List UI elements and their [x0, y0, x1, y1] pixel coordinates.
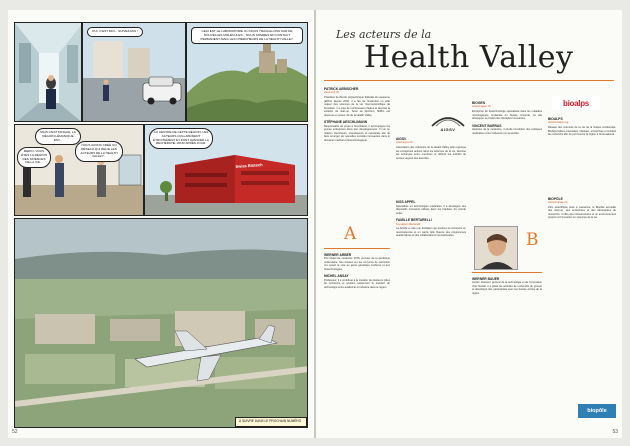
speech-bubble: MERCI. VOUS ÊTES LA RÉGION DES SCIENCES DE LA VIE... [17, 147, 51, 168]
aerial-drawing [15, 219, 308, 428]
entry-link: Fondation Bertarelli [396, 221, 421, 226]
portrait-person-icon [475, 227, 518, 270]
car-drawing [83, 23, 186, 122]
speech-bubble: MAIS C'EST DINGUE, LA RÉGION LÉMANIQUE EST... [35, 128, 81, 145]
aigsv-logo-text: AIGSV [440, 127, 456, 132]
bioalps-logo [552, 96, 600, 110]
entry [472, 277, 542, 295]
speech-bubble: AU CENTRE DE CETTE RÉGION, LES ACTEURS COLLABORENT ÉTROITEMENT ET FONT AVANCER LA RECHERCHE JOUR APRÈS JOUR. [149, 128, 213, 149]
entry [472, 124, 542, 135]
left-page-comic [8, 10, 314, 438]
title-rule [324, 80, 614, 81]
entry [324, 274, 390, 289]
column-2 [396, 134, 466, 238]
speech-bubble: OUI, C'EST MOI... SUIVEZ-MOI ! [87, 27, 143, 37]
column-4 [548, 114, 616, 220]
entry-body: Historien de la médecine, il étudie l'évolution des pratiques médicales et leur influence sur la société. [472, 128, 542, 135]
section-letter-a: A [344, 224, 357, 244]
entry-heading: AIGSV [396, 137, 407, 141]
entry [472, 101, 542, 121]
article-title: Health Valley [364, 40, 574, 75]
speech-bubble: NOUS AVONS CRÉÉ UN RÉSEAU QUI RELIE LES ACTEURS DE LA HEALTH VALLEY... [75, 141, 123, 162]
entry [548, 117, 616, 137]
entry-body: Parc scientifique situé à Lausanne, le Biopôle accueille des start-up, des entreprises et des laboratoires de recherche. Il offre des infrastructures et un environnement propice à l'innovation en sciences de la vie. [548, 205, 616, 220]
section-letter-b: B [526, 230, 539, 250]
entry-body: Réseau des sciences de la vie de la Suisse occidentale, BioAlps fédère universités, hôpitaux, entreprises et instituts de recherche afin de promouvoir la région à l'international. [548, 126, 616, 137]
panel-aerial [14, 218, 308, 428]
entry-heading: VINCENT BARRAS [472, 123, 502, 128]
entry [548, 197, 616, 220]
entry [396, 200, 466, 215]
entry-heading: STÉPHANE AESCHLIMANN [324, 120, 368, 125]
entry [324, 253, 390, 271]
entry-link[interactable]: www.epfl.ch [324, 90, 339, 95]
entry [396, 137, 466, 160]
page-number-left: 52 [12, 429, 18, 435]
entry-heading: WERNER ARBER [324, 253, 352, 257]
column-1 [324, 84, 390, 142]
entry-body: Ancien directeur général de la technologie et de l'innovation chez Nestlé, il a piloté les activités de recherche du groupe et développé des partenariats avec les hautes écoles de la région. [472, 281, 542, 295]
panel-building [144, 124, 308, 216]
entry-body: Responsable de projet à l'incubateur, il accompagne les jeunes entreprises dans leur développement. Il met en relation chercheurs, investisseurs et industriels afin de faire émerger de nouvelles sociétés innovantes dans le domaine médical et biotechnologique. [324, 124, 390, 142]
entry-link[interactable]: www.aigsv.ch [396, 140, 413, 145]
section-rule [472, 272, 542, 273]
speech-bubble: CECI EST LE LABORATOIRE OÙ NOUS TRAVAILLONS SUR DE NOUVELLES MOLÉCULES... NOUS SOMMES EN CONTACT PERMANENT AVEC LES CHERCHEURS DE LA HEALTH VALLEY. [191, 27, 303, 44]
entry [324, 120, 390, 142]
entry-heading: BIOPÔLE [548, 196, 563, 201]
bioalps-logo-text: bioalps [563, 98, 589, 108]
entry [324, 87, 390, 117]
entry-body: Prix Nobel de médecine 1978, pionnier de la génétique moléculaire. Ses travaux sur les enzymes de restriction ont ouvert la voie au génie génétique moderne et aux biotechnologies. [324, 257, 390, 271]
entry-body: La famille a créé une fondation qui soutient la recherche en neurosciences et en santé. Elle finance des programmes académiques et des collaborations internationales. [396, 227, 466, 238]
right-page-article [316, 10, 622, 438]
entry-body: Association des industries de la Health Valley. Elle regroupe les entreprises actives dans les sciences de la vie, favorise les échanges entre membres et défend les intérêts du secteur auprès des autorités. [396, 146, 466, 160]
panel-caption: À SUIVRE DANS LE PROCHAIN NUMÉRO [235, 417, 307, 427]
entry-body: Entreprise de biotechnologie spécialisée dans les maladies neurologiques, implantée en Suisse romande, où elle développe et produit des thérapies innovantes. [472, 110, 542, 121]
page-number-right: 53 [612, 429, 618, 435]
building-sign: Swiss Biotech [235, 162, 263, 169]
panel-car [82, 22, 186, 122]
entry-heading: WERNER BAUER [472, 277, 500, 281]
entry [396, 218, 466, 238]
entry-heading: BIOALPS [548, 117, 563, 121]
portrait-photo [474, 226, 518, 270]
panel-meeting [14, 124, 144, 216]
entry-body: Professeur, il a contribué à la création de plusieurs pôles de recherche et soutient activement le transfert de technologie entre académie et industrie dans la région. [324, 278, 390, 289]
corridor-drawing [15, 23, 82, 122]
entry-heading: PATRICK AEBISCHER [324, 87, 359, 91]
panel-castle [186, 22, 308, 122]
entry-heading: MICHEL ANSAY [324, 274, 349, 279]
entry-link[interactable]: www.biopole.ch [548, 200, 568, 205]
aigsv-logo [428, 108, 468, 132]
biopole-logo [578, 404, 616, 418]
column-1b [324, 250, 390, 289]
panel-corridor [14, 22, 82, 122]
article-kicker: Les acteurs de la [336, 28, 432, 41]
section-rule [324, 248, 390, 249]
biopole-logo-text: biopôle [587, 408, 607, 414]
column-3b [472, 274, 542, 295]
entry-body: Président de l'École polytechnique fédérale de Lausanne (EPFL) depuis 2000, il a fait de l'institution un pôle majeur des sciences de la vie. Neuroscientifique de formation, il a créé de nombreuses chaires et favorisé la création de start-up. Sous sa direction, l'EPFL est devenue un acteur clé de la Health Valley. [324, 96, 390, 117]
column-3 [472, 98, 542, 135]
entry-body: Spécialiste en technologies médicales, il a développé des dispositifs innovants utilisés dans les hôpitaux du monde entier. [396, 204, 466, 215]
entry-heading: KISS APPEL [396, 200, 416, 205]
entry-link[interactable]: www.biogen.ch [472, 104, 491, 109]
entry-heading: BIOGEN [472, 101, 486, 105]
entry-link[interactable]: www.bioalps.org [548, 120, 569, 125]
entry-heading: FAMILLE BERTARELLI [396, 218, 432, 223]
